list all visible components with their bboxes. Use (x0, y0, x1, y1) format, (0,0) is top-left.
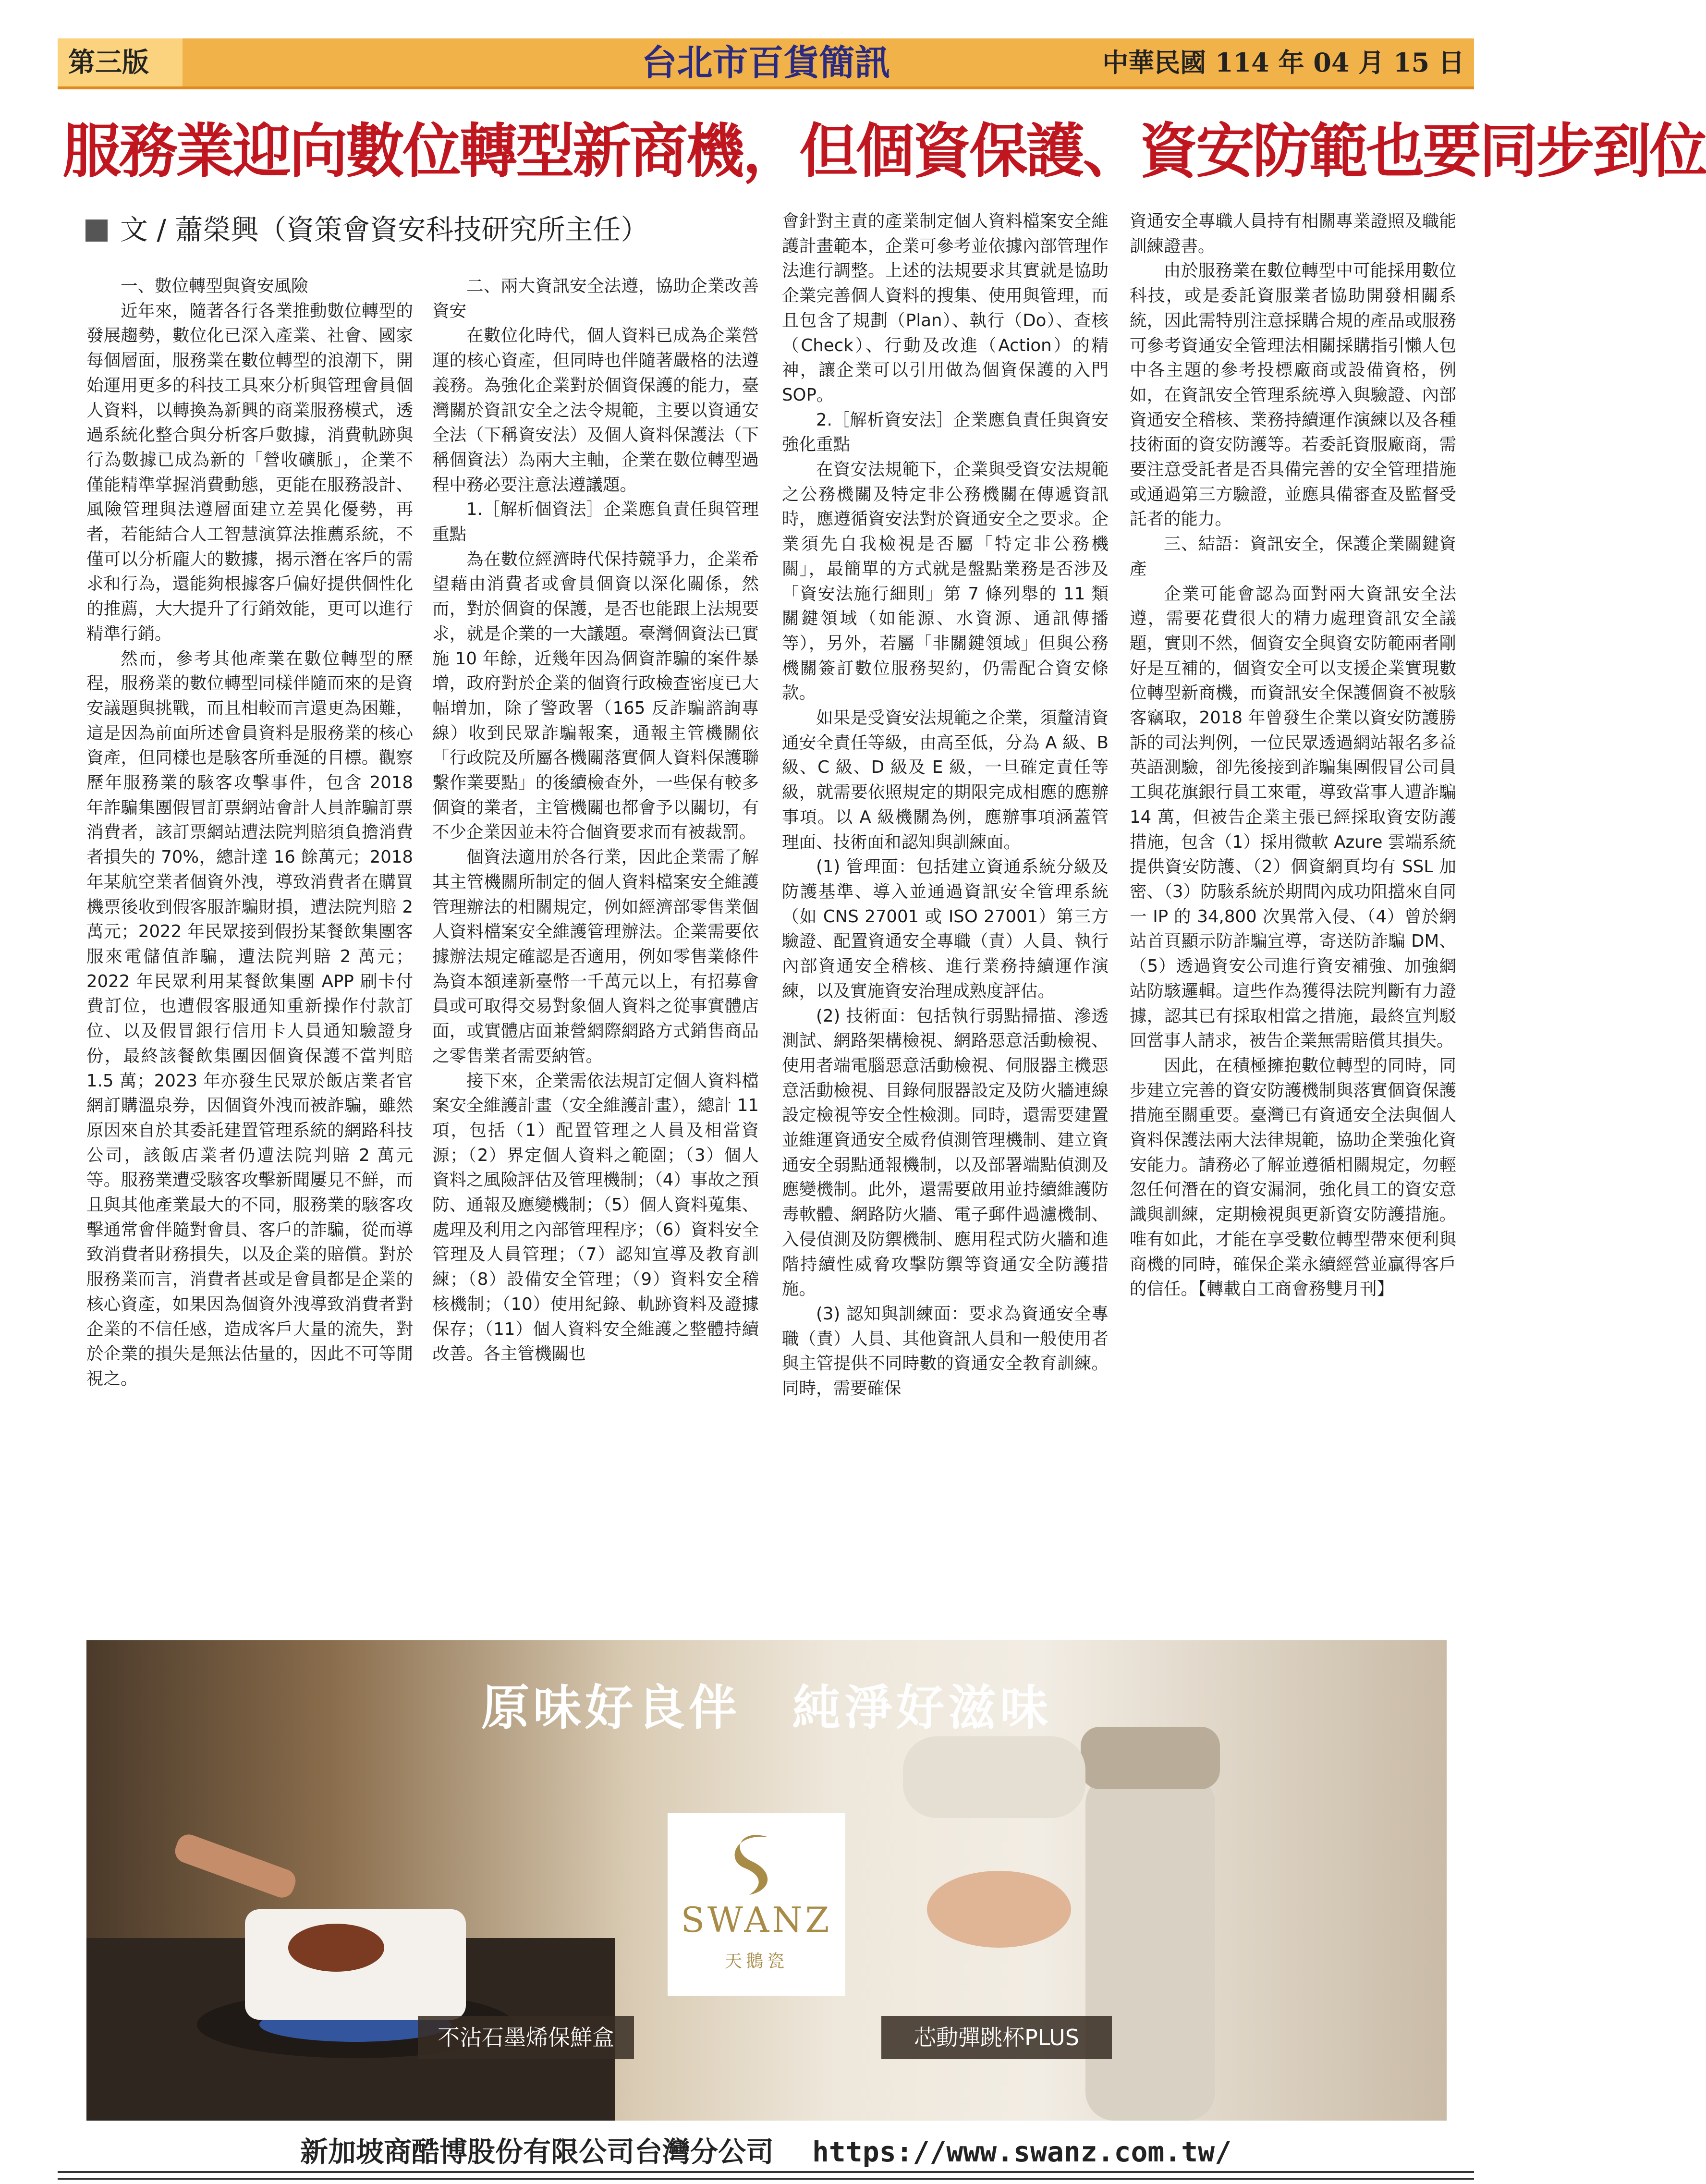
newspaper-name: 台北市百貨簡訊 (641, 42, 890, 84)
brand-name-zh: 天鵝瓷 (724, 1952, 788, 1971)
product-caption-right: 芯動彈跳杯PLUS (881, 2016, 1112, 2059)
article-column-3 (782, 209, 1109, 1623)
paragraph: (1) 管理面：包括建立資通系統分級及防護基準、導入並通過資訊安全管理系統（如 CNS 27001 或 ISO 27001）第三方驗證、配置資通安全專職（責）人員、執行內部資通安全稽核、進行業務持續運作演練，以及實施資安治理成熟度評估。 (782, 857, 1109, 1001)
footer (0, 2128, 1532, 2176)
swan-s-logo-icon (668, 1818, 845, 1904)
footer-url-link[interactable]: https://www.swanz.com.tw/ (812, 2135, 1231, 2168)
publication-date: 中華民國 114 年 04 月 15 日 (1102, 47, 1464, 78)
paragraph: 接下來，企業需依法規訂定個人資料檔案安全維護計畫（安全維護計畫），總計 11 項，包括（1）配置管理之人員及相當資源；（2）界定個人資料之範圍；（3）個人資料之風險評估及管理機制；（4）事故之預防、通報及應變機制；（5）個人資料蒐集、處理及利用之內部管理程序；（6）資料安全管理及人員管理；（7）認知宣導及教育訓練；（8）設備安全管理；（9）資料安全稽核機制；（10）使用紀錄、軌跡資料及證據保存；（11）個人資料安全維護之整體持續改善。各主管機關也 (432, 1071, 759, 1364)
paragraph: 然而，參考其他產業在數位轉型的歷程，服務業的數位轉型同樣伴隨而來的是資安議題與挑戰，而且相較而言還更為困難，這是因為前面所述會員資料是服務業的核心資產，但同樣也是駭客所垂涎的目標。觀察歷年服務業的駭客攻擊事件，包含 2018 年詐騙集團假冒訂票網站會計人員詐騙訂票消費者，該訂票網站遭法院判賠須負擔消費者損失的 70%，總計達 16 餘萬元；2018 年某航空業者個資外洩，導致消費者在購買機票後收到假客服詐騙財損，遭法院判賠 2 萬元；2022 年民眾接到假扮某餐飲集團客服來電儲值詐騙，遭法院判賠 2 萬元；2022 年民眾利用某餐飲集團 APP 刷卡付費訂位，也遭假客服通知重新操作付款訂位、以及假冒銀行信用卡人員通知驗證身份，最終該餐飲集團因個資保護不當判賠 1.5 萬；2023 年亦發生民眾於飯店業者官網訂購溫泉券，因個資外洩而被詐騙，雖然原因來自於其委託建置管理系統的網路科技公司，該飯店業者仍遭法院判賠 2 萬元等。服務業遭受駭客攻擊新聞屢見不鮮，而且與其他產業最大的不同，服務業的駭客攻擊通常會伴隨對會員、客戶的詐騙，從而導致消費者財務損失，以及企業的賠償。對於服務業而言，消費者甚或是會員都是企業的核心資產，如果因為個資外洩導致消費者對企業的不信任感，造成客戶大量的流失，對於企業的損失是無法估量的，因此不可等閒視之。 (86, 648, 413, 1389)
paragraph: 如果是受資安法規範之企業，須釐清資通安全責任等級，由高至低，分為 A 級、B 級、C 級、D 級及 E 級，一旦確定責任等級，就需要依照規定的期限完成相應的應辦事項。以 A 級機關為例，應辦事項涵蓋管理面、技術面和認知與訓練面。 (782, 708, 1109, 852)
paragraph: 企業可能會認為面對兩大資訊安全法遵，需要花費很大的精力處理資訊安全議題，實則不然，個資安全與資安防範兩者剛好是互補的，個資安全可以支援企業實現數位轉型新商機，而資訊安全保護個資不被駭客竊取，2018 年曾發生企業以資安防護勝訴的司法判例，一位民眾透過網站報名多益英語測驗，卻先後接到詐騙集團假冒公司員工與花旗銀行員工來電，導致當事人遭詐騙 14 萬，但被告企業主張已經採取資安防護措施，包含（1）採用微軟 Azure 雲端系統提供資安防護、（2）個資網頁均有 SSL 加密、（3）防駭系統於期間內成功阻擋來自同一 IP 的 34,800 次異常入侵、（4）曾於網站首頁顯示防詐騙宣導，寄送防詐騙 DM、（5）透過資安公司進行資安補強、加強網站防駭邏輯。這些作為獲得法院判斷有力證據，認其已有採取相當之措施，最終宣判駁回當事人請求，被告企業無需賠償其損失。 (1130, 584, 1456, 1051)
article-column-4 (1130, 209, 1456, 1623)
paragraph: 2.［解析資安法］企業應負責任與資安強化重點 (782, 410, 1109, 455)
paragraph: 個資法適用於各行業，因此企業需了解其主管機關所制定的個人資料檔案安全維護管理辦法的相關規定，例如經濟部零售業個人資料檔案安全維護管理辦法。企業需要依據辦法規定確認是否適用，例如零售業條件為資本額達新臺幣一千萬元以上，有招募會員或可取得交易對象個人資料之從事實體店面，或實體店面兼營網際網路方式銷售商品之零售業者需要納管。 (432, 847, 759, 1066)
paragraph: 近年來，隨著各行各業推動數位轉型的發展趨勢，數位化已深入產業、社會、國家每個層面，服務業在數位轉型的浪潮下，開始運用更多的科技工具來分析與管理會員個人資料，以轉換為新興的商業服務模式，透過系統化整合與分析客戶數據，消費軌跡與行為數據已成為新的「營收礦脈」，企業不僅能精準掌握消費動態，更能在服務設計、風險管理與法遵層面建立差異化優勢，再者，若能結合人工智慧演算法推薦系統，不僅可以分析龐大的數據，揭示潛在客戶的需求和行為，還能夠根據客戶偏好提供個性化的推薦，大大提升了行銷效能，更可以進行精準行銷。 (86, 301, 413, 644)
edition-label: 第三版 (58, 38, 183, 86)
paragraph: 資通安全專職人員持有相關專業證照及職能訓練證書。 (1130, 211, 1456, 256)
paragraph: 1.［解析個資法］企業應負責任與管理重點 (432, 500, 759, 545)
byline-text: 文 / 蕭榮興（資策會資安科技研究所主任） (120, 213, 649, 246)
paragraph: (3) 認知與訓練面：要求為資通安全專職（責）人員、其他資訊人員和一般使用者與主管提供不同時數的資通安全教育訓練。同時，需要確保 (782, 1304, 1109, 1399)
paragraph: 在數位化時代，個人資料已成為企業營運的核心資產，但同時也伴隨著嚴格的法遵義務。為強化企業對於個資保護的能力，臺灣關於資訊安全之法令規範，主要以資通安全法（下稱資安法）及個人資料保護法（下稱個資法）為兩大主軸，企業在數位轉型過程中務必要注意法遵議題。 (432, 326, 759, 495)
ad-tagline: 原味好良伴 純淨好滋味 (481, 1680, 1052, 1736)
advertisement (86, 1640, 1447, 2121)
brand-logo (668, 1813, 845, 1996)
paragraph: 在資安法規範下，企業與受資安法規範之公務機關及特定非公務機關在傳遞資訊時，應遵循資安法對於資通安全之要求。企業須先自我檢視是否屬「特定非公務機關」，最簡單的方式就是盤點業務是否涉及「資安法施行細則」第 7 條列舉的 11 類關鍵領域（如能源、水資源、通訊傳播等），另外，若屬「非關鍵領域」但與公務機關簽訂數位服務契約，仍需配合資安條款。 (782, 460, 1109, 703)
article-headline: 服務業迎向數位轉型新商機，但個資保護、資安防範也要同步到位 (62, 117, 1706, 185)
paragraph: 三、結語：資訊安全，保護企業關鍵資產 (1130, 534, 1456, 579)
paragraph: (2) 技術面：包括執行弱點掃描、滲透測試、網路架構檢視、網路惡意活動檢視、使用者端電腦惡意活動檢視、伺服器主機惡意活動檢視、目錄伺服器設定及防火牆連線設定檢視等安全性檢測。同時，還需要建置並維運資通安全威脅偵測管理機制、建立資通安全弱點通報機制，以及部署端點偵測及應變機制。此外，還需要啟用並持續維護防毒軟體、網路防火牆、電子郵件過濾機制、入侵偵測及防禦機制、應用程式防火牆和進階持續性威脅攻擊防禦等資通安全防護措施。 (782, 1006, 1109, 1299)
article-column-1 (86, 274, 413, 1623)
paragraph: 會針對主責的產業制定個人資料檔案安全維護計畫範本，企業可參考並依據內部管理作法進行調整。上述的法規要求其實就是協助企業完善個人資料的搜集、使用與管理，而且包含了規劃（Plan）、執行（Do）、查核（Check）、行動及改進（Action）的精神，讓企業可以引用做為個資保護的入門 SOP。 (782, 211, 1109, 405)
product-caption-left: 不沾石墨烯保鮮盒 (418, 2016, 634, 2059)
brand-name-en: SWANZ (681, 1900, 832, 1940)
paragraph: 因此，在積極擁抱數位轉型的同時，同步建立完善的資安防護機制與落實個資保護措施至關重要。臺灣已有資通安全法與個人資料保護法兩大法律規範，協助企業強化資安能力。請務必了解並遵循相關規定，勿輕忽任何潛在的資安漏洞，強化員工的資安意識與訓練，定期檢視與更新資安防護措施。唯有如此，才能在享受數位轉型帶來便利與商機的同時，確保企業永續經營並贏得客戶的信任。【轉載自工商會務雙月刊】 (1130, 1055, 1456, 1299)
byline (85, 210, 648, 249)
paragraph: 二、兩大資訊安全法遵，協助企業改善資安 (432, 276, 759, 321)
paragraph: 一、數位轉型與資安風險 (121, 276, 308, 296)
paragraph: 由於服務業在數位轉型中可能採用數位科技，或是委託資服業者協助開發相關系統，因此需特別注意採購合規的產品或服務可參考資通安全管理法相關採購指引懶人包中各主題的參考投標廠商或設備資格，例如，在資訊安全管理系統導入與驗證、內部資通安全稽核、業務持續運作演練以及各種技術面的資安防護等。若委託資服廠商，需要注意受託者是否具備完善的安全管理措施或通過第三方驗證，並應具備審查及監督受託者的能力。 (1130, 261, 1456, 529)
footer-company: 新加坡商酷博股份有限公司台灣分公司 (300, 2135, 774, 2168)
bottom-divider (58, 2171, 1474, 2180)
paragraph: 為在數位經濟時代保持競爭力，企業希望藉由消費者或會員個資以深化關係，然而，對於個資的保護，是否也能跟上法規要求，就是企業的一大議題。臺灣個資法已實施 10 年餘，近幾年因為個資詐騙的案件暴增，政府對於企業的個資行政檢查密度已大幅增加，除了警政署（165 反詐騙諮詢專線）收到民眾詐騙報案，通報主管機關依「行政院及所屬各機關落實個人資料保護聯繫作業要點」的後續檢查外，一些保有較多個資的業者，主管機關也都會予以關切，有不少企業因並未符合個資要求而有被裁罰。 (432, 549, 759, 842)
square-bullet-icon (85, 220, 108, 242)
article-column-2 (432, 274, 759, 1623)
